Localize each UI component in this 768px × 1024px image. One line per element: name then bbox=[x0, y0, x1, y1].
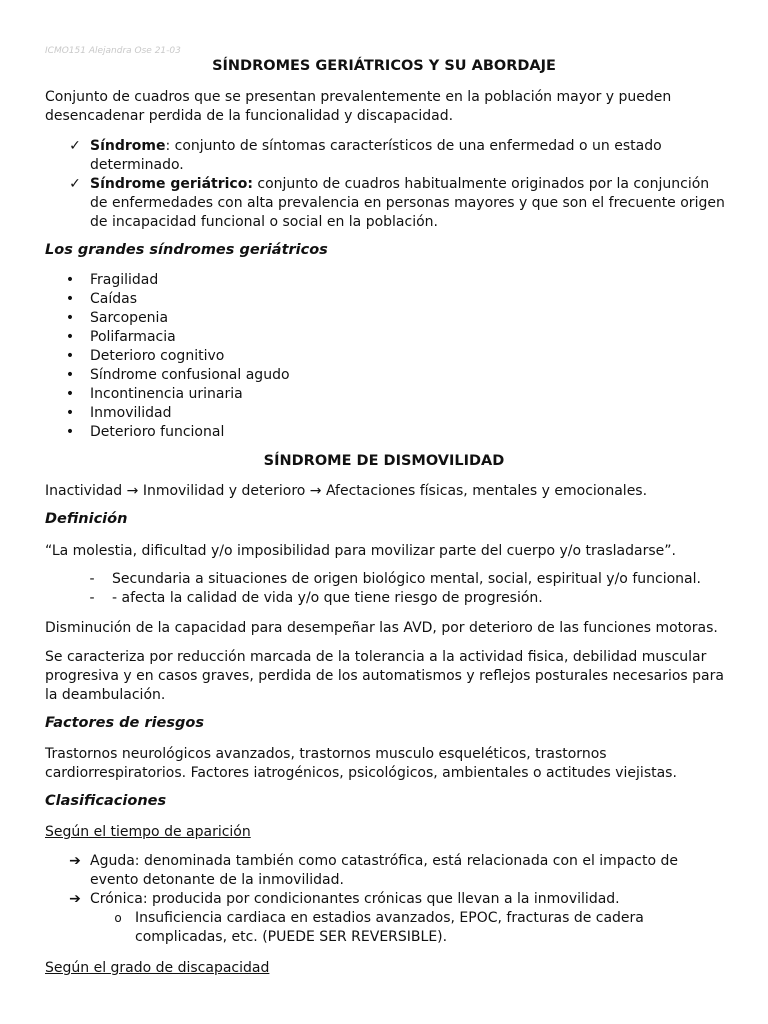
list-item-text: Polifarmacia bbox=[90, 329, 176, 345]
tiempo-heading: Según el tiempo de aparición bbox=[45, 824, 251, 840]
list-item-text: Deterioro funcional bbox=[90, 424, 225, 440]
bullet-icon: • bbox=[65, 291, 75, 307]
factores-text: Trastornos neurológicos avanzados, trastornos musculo esqueléticos, trastornos cardiorrespiratorios. Factores iatrogénicos, psicológicos, ambientales o actitudes viejistas. bbox=[45, 746, 677, 781]
dash-item-text: - afecta la calidad de vida y/o que tiene riesgo de progresión. bbox=[112, 590, 543, 606]
definition-body: conjunto de síntomas característicos de una enfermedad o un estado determinado. bbox=[90, 138, 662, 173]
chain-text: Inactividad → Inmovilidad y deterioro → Afectaciones físicas, mentales y emocionales. bbox=[45, 483, 648, 499]
intro-paragraph: Conjunto de cuadros que se presentan prevalentemente en la población mayor y pueden desencadenar perdida de la funcionalidad y discapacidad. bbox=[45, 89, 672, 124]
sub-item-text: Insuficiencia cardiaca en estadios avanzados, EPOC, fracturas de cadera complicadas, etc. (PUEDE SER REVERSIBLE). bbox=[135, 910, 644, 945]
check-icon: ✓ bbox=[69, 176, 81, 192]
arrow-item-text: Aguda: denominada también como catastrófica, está relacionada con el impacto de evento detonante de la inmovilidad. bbox=[90, 853, 678, 888]
bullet-icon: • bbox=[65, 386, 75, 402]
list-item-text: Incontinencia urinaria bbox=[90, 386, 243, 402]
grandes-heading: Los grandes síndromes geriátricos bbox=[45, 242, 328, 258]
list-item-text: Síndrome confusional agudo bbox=[90, 367, 290, 383]
grado-heading: Según el grado de discapacidad bbox=[45, 960, 270, 976]
caracteriza-text: Se caracteriza por reducción marcada de la tolerancia a la actividad fisica, debilidad muscular progresiva y en casos graves, perdida de los automatismos y reflejos posturales necesarios para la deambulación. bbox=[45, 649, 724, 703]
list-item-text: Sarcopenia bbox=[90, 310, 169, 326]
circle-bullet-icon: o bbox=[114, 911, 122, 925]
definicion-heading: Definición bbox=[45, 511, 128, 527]
list-item-text: Caídas bbox=[90, 291, 138, 307]
definition-text bbox=[90, 175, 730, 232]
bullet-icon: • bbox=[65, 272, 75, 288]
list-item-text: Deterioro cognitivo bbox=[90, 348, 225, 364]
definition-body: conjunto de cuadros habitualmente originados por la conjunción de enfermedades con alta prevalencia en personas mayores y que son el frecuente origen de incapacidad funcional o social en la población. bbox=[90, 176, 725, 230]
bullet-icon: • bbox=[65, 310, 75, 326]
definition-text bbox=[90, 137, 730, 175]
disminucion-text: Disminución de la capacidad para desempeñar las AVD, por deterioro de las funciones motoras. bbox=[45, 620, 718, 636]
arrow-item-text: Crónica: producida por condicionantes crónicas que llevan a la inmovilidad. bbox=[90, 891, 620, 907]
quote-text: “La molestia, dificultad y/o imposibilidad para movilizar parte del cuerpo y/o trasladarse”. bbox=[45, 543, 676, 559]
factores-heading: Factores de riesgos bbox=[45, 715, 204, 731]
dash-marker: - bbox=[89, 571, 95, 587]
definition-term: Síndrome bbox=[90, 138, 166, 154]
bullet-icon: • bbox=[65, 329, 75, 345]
definition-sep: : bbox=[165, 138, 175, 154]
watermark: ICMO151 Alejandra Ose 21-03 bbox=[45, 46, 181, 56]
page-title: SÍNDROMES GERIÁTRICOS Y SU ABORDAJE bbox=[212, 58, 556, 74]
dash-marker: - bbox=[89, 590, 95, 606]
bullet-icon: • bbox=[65, 424, 75, 440]
arrow-right-icon: ➔ bbox=[69, 891, 81, 907]
dash-item-text: Secundaria a situaciones de origen biológico mental, social, espiritual y/o funcional. bbox=[112, 571, 701, 587]
definition-term: Síndrome geriátrico: bbox=[90, 176, 253, 192]
section-title: SÍNDROME DE DISMOVILIDAD bbox=[263, 453, 505, 469]
list-item-text: Inmovilidad bbox=[90, 405, 172, 421]
list-item-text: Fragilidad bbox=[90, 272, 159, 288]
arrow-right-icon: ➔ bbox=[69, 853, 81, 869]
check-icon: ✓ bbox=[69, 138, 81, 154]
clasificaciones-heading: Clasificaciones bbox=[45, 793, 167, 809]
bullet-icon: • bbox=[65, 405, 75, 421]
bullet-icon: • bbox=[65, 367, 75, 383]
bullet-icon: • bbox=[65, 348, 75, 364]
